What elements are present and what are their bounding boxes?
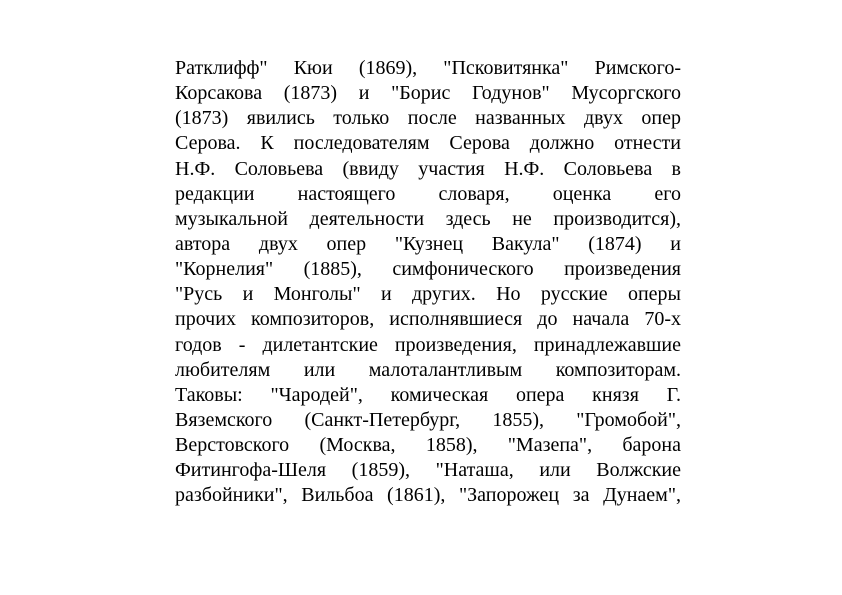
text-line-7: музыкальной деятельности здесь не производится), (175, 207, 681, 230)
body-text (175, 56, 681, 509)
text-line-4: Серова. К последователям Серова должно отнести (175, 132, 681, 155)
text-line-14: Таковы: "Чародей", комическая опера князя Г. (175, 383, 681, 406)
text-line-3: (1873) явились только после названных двух опер (175, 107, 681, 130)
text-line-6: редакции настоящего словаря, оценка его (175, 182, 681, 205)
text-line-11: прочих композиторов, исполнявшиеся до начала 70-х (175, 308, 681, 331)
text-line-15: Вяземского (Санкт-Петербург, 1855), "Громобой", (175, 408, 681, 431)
text-line-1: Ратклифф" Кюи (1869), "Псковитянка" Римского- (175, 57, 681, 79)
text-line-18: разбойники", Вильбоа (1861), "Запорожец за Дунаем", (175, 484, 681, 507)
text-line-12: годов - дилетантские произведения, принадлежавшие (175, 333, 681, 356)
text-line-5: Н.Ф. Соловьева (ввиду участия Н.Ф. Соловьева в (175, 157, 681, 180)
text-line-8: автора двух опер "Кузнец Вакула" (1874) и (175, 232, 681, 255)
text-line-2: Корсакова (1873) и "Борис Годунов" Мусоргского (175, 82, 681, 105)
text-line-17: Фитингофа-Шеля (1859), "Наташа, или Волжские (175, 459, 681, 482)
text-line-13: любителям или малоталантливым композиторам. (175, 358, 681, 381)
text-line-10: "Русь и Монголы" и других. Но русские оперы (175, 283, 681, 306)
text-line-16: Верстовского (Москва, 1858), "Мазепа", барона (175, 434, 681, 457)
text-line-9: "Корнелия" (1885), симфонического произведения (175, 258, 681, 281)
